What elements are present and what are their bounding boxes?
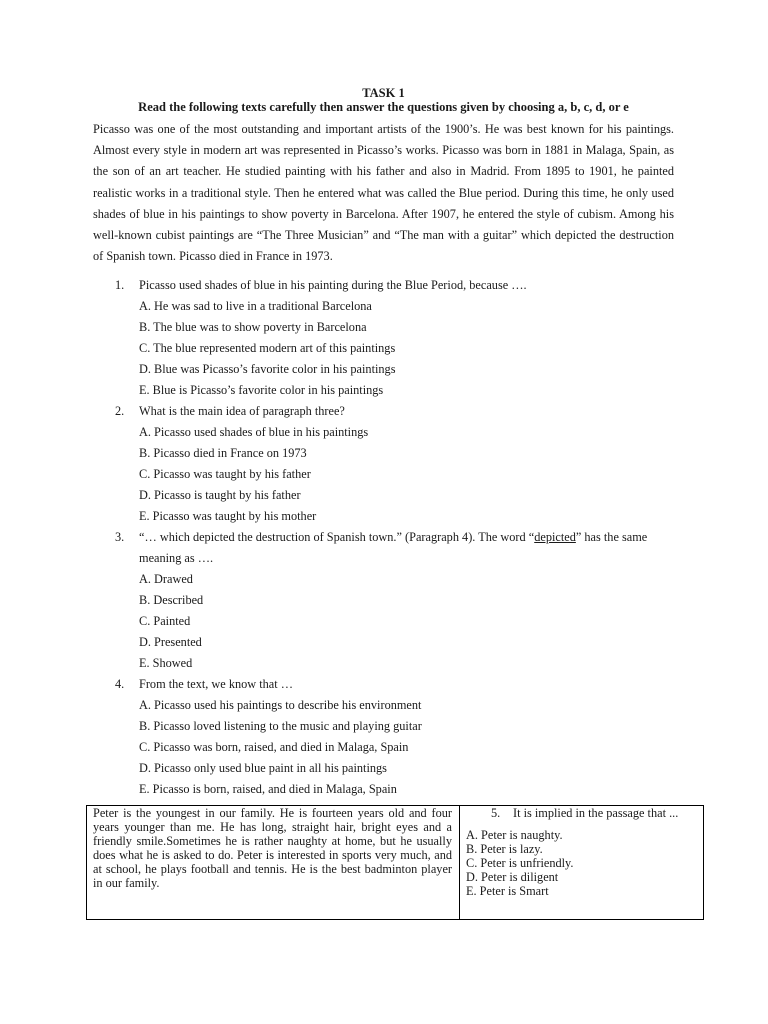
task-instruction: Read the following texts carefully then answer the questions given by choosing a, b, c, d, or e [138,100,629,114]
question-3-text-after: ” has the same [575,530,648,544]
question-2-option-d: D. Picasso is taught by his father [139,488,301,502]
question-1-option-b: B. The blue was to show poverty in Barcelona [139,320,367,334]
question-3-text-line2: meaning as …. [139,551,214,565]
question-5-option-c: C. Peter is unfriendly. [466,856,574,870]
question-4-option-a: A. Picasso used his paintings to describe his environment [139,698,422,712]
question-2-option-c: C. Picasso was taught by his father [139,467,311,481]
task-title: TASK 1 [362,86,405,100]
peter-passage: Peter is the youngest in our family. He is fourteen years old and four years younger than me. He has long, straight hair, bright eyes and a friendly smile.Sometimes he is rather naughty at home, but he usually does what he is asked to do. Peter is interested in sports very much, and at school, he plays football and tennis. He is the best badminton player in our family. [93,806,452,890]
question-3-option-c: C. Painted [139,614,191,628]
question-1-option-a: A. He was sad to live in a traditional Barcelona [139,299,372,313]
question-2-option-a: A. Picasso used shades of blue in his paintings [139,425,369,439]
question-3-text-before: “… which depicted the destruction of Spanish town.” (Paragraph 4). The word “ [139,530,535,544]
question-5-text: It is implied in the passage that ... [513,806,679,820]
question-5-option-d: D. Peter is diligent [466,870,559,884]
question-4-option-e: E. Picasso is born, raised, and died in Malaga, Spain [139,782,397,796]
question-3-number: 3. [115,530,125,544]
question-5-option-b: B. Peter is lazy. [466,842,543,856]
question-5-options [466,828,573,898]
question-2-option-b: B. Picasso died in France on 1973 [139,446,307,460]
question-5-option-a: A. Peter is naughty. [466,828,563,842]
question-1-number: 1. [115,278,125,292]
question-3-option-d: D. Presented [139,635,202,649]
question-1-option-e: E. Blue is Picasso’s favorite color in his paintings [139,383,384,397]
question-3-option-e: E. Showed [139,656,193,670]
question-4-text: From the text, we know that … [139,677,294,691]
underlined-word: depicted [534,530,576,544]
question-3-option-b: B. Described [139,593,204,607]
reading-passage: Picasso was one of the most outstanding and important artists of the 1900’s. He was best known for his paintings. Almost every style in modern art was represented in Picasso’s works. Picasso was born in 1881 in Malaga, Spain, as the son of an art teacher. He studied painting with his father and also in Madrid. From 1895 to 1901, he painted realistic works in a traditional style. Then he entered what was called the Blue period. During this time, he only used shades of blue in his paintings to show poverty in Barcelona. After 1907, he entered the style of cubism. Among his well-known cubist paintings are “The Three Musician” and “The man with a guitar” which depicted the destruction of Spanish town. Picasso died in France in 1973. [93,122,674,264]
question-3-option-a: A. Drawed [139,572,193,586]
question-3-text [139,527,647,548]
question-1-option-d: D. Blue was Picasso’s favorite color in his paintings [139,362,396,376]
question-2-option-e: E. Picasso was taught by his mother [139,509,317,523]
question-4-option-b: B. Picasso loved listening to the music and playing guitar [139,719,422,733]
question-5-number: 5. [491,806,501,820]
question-4-option-d: D. Picasso only used blue paint in all his paintings [139,761,387,775]
question-5-table [86,805,704,920]
question-2-text: What is the main idea of paragraph three? [139,404,345,418]
question-4-option-c: C. Picasso was born, raised, and died in Malaga, Spain [139,740,409,754]
table-divider [459,806,460,919]
question-1-option-c: C. The blue represented modern art of this paintings [139,341,396,355]
question-4-number: 4. [115,677,125,691]
question-1-text: Picasso used shades of blue in his painting during the Blue Period, because …. [139,278,527,292]
question-5-option-e: E. Peter is Smart [466,884,549,898]
question-2-number: 2. [115,404,125,418]
